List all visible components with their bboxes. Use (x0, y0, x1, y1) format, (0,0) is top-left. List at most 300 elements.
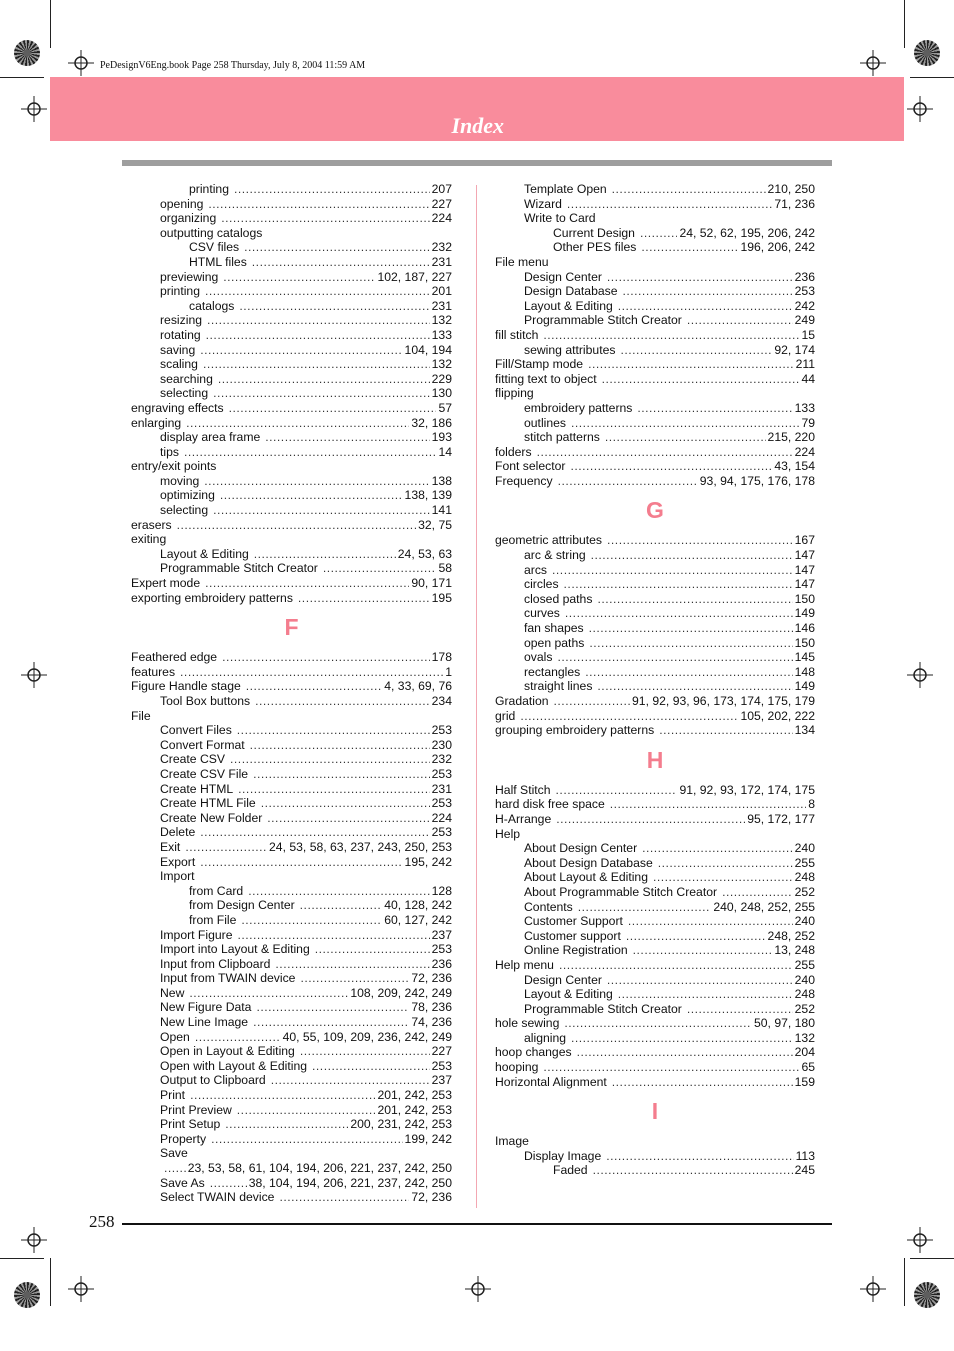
entry-pages: 14 (438, 444, 452, 459)
entry-pages: 231 (431, 781, 452, 796)
entry-pages: 150 (794, 591, 815, 606)
entry-term: arc & string (524, 548, 586, 563)
entry-term: Import into Layout & Editing (160, 942, 310, 957)
dot-leader (200, 855, 402, 870)
index-entry (131, 1161, 452, 1176)
dot-leader (520, 709, 738, 724)
index-entry (495, 182, 815, 197)
entry-pages: 108, 209, 242, 249 (350, 985, 452, 1000)
entry-term: Programmable Stitch Creator (524, 1001, 682, 1016)
dot-leader (610, 797, 806, 812)
dot-leader (556, 812, 745, 827)
entry-pages: 78, 236 (411, 1000, 452, 1015)
dot-leader (537, 445, 793, 460)
index-entry (495, 372, 815, 387)
crosshair-target-icon (21, 1227, 47, 1253)
crop-mark (50, 1258, 51, 1306)
index-entry (495, 665, 815, 680)
crosshair-target-icon (907, 1227, 933, 1253)
index-entry (131, 459, 452, 474)
entry-pages: 65 (801, 1060, 815, 1075)
dot-leader (230, 752, 430, 767)
index-entry (131, 723, 452, 738)
entry-term: Gradation (495, 694, 549, 708)
index-entry (495, 533, 815, 548)
entry-pages: 253 (431, 942, 452, 957)
entry-term: erasers (131, 517, 172, 532)
entry-term: Convert Format (160, 737, 245, 752)
index-entry (495, 1134, 815, 1149)
entry-pages: 210, 250 (767, 182, 815, 196)
index-entry (131, 561, 452, 576)
index-entry (131, 1190, 452, 1205)
entry-term: from Card (189, 883, 244, 898)
dot-leader (244, 240, 430, 255)
dot-leader (210, 1176, 247, 1191)
index-entry (131, 518, 452, 533)
entry-pages: 95, 172, 177 (747, 811, 815, 826)
entry-pages: 145 (794, 650, 815, 665)
entry-term: from Design Center (189, 898, 295, 913)
dot-leader (229, 401, 437, 416)
index-entry (131, 547, 452, 562)
entry-pages: 253 (431, 766, 452, 781)
entry-pages: 232 (431, 752, 452, 767)
entry-term: aligning (524, 1030, 567, 1045)
crosshair-target-icon (860, 1276, 886, 1302)
index-entry (131, 1146, 452, 1161)
entry-term: Frequency (495, 473, 553, 488)
entry-pages: 32, 186 (411, 415, 452, 430)
entry-term: Input from TWAIN device (160, 971, 296, 986)
index-entry (131, 313, 452, 328)
dot-leader (722, 885, 793, 900)
entry-pages: 159 (794, 1074, 815, 1089)
dot-leader (255, 694, 430, 709)
index-entry (495, 1060, 815, 1075)
entry-pages: 227 (431, 1044, 452, 1059)
entry-term: Create New Folder (160, 810, 263, 825)
entry-term: New Line Image (160, 1015, 249, 1030)
index-entry (131, 1103, 452, 1118)
entry-term: hooping (495, 1060, 539, 1075)
dot-leader (213, 386, 430, 401)
index-entry (495, 270, 815, 285)
dot-leader (207, 313, 430, 328)
entry-pages: 134 (794, 723, 815, 738)
entry-term: Write to Card (524, 211, 596, 226)
dot-leader (206, 328, 430, 343)
dot-leader (687, 1002, 793, 1017)
dot-leader (261, 796, 430, 811)
entry-term: Tool Box buttons (160, 694, 251, 708)
dot-leader (687, 313, 793, 328)
entry-term: closed paths (524, 591, 593, 606)
entry-term: Feathered edge (131, 650, 218, 665)
entry-term: Print Preview (160, 1102, 232, 1117)
index-entry (495, 386, 815, 401)
entry-term: fitting text to object (495, 371, 597, 386)
index-entry (131, 197, 452, 212)
entry-term: Open with Layout & Editing (160, 1058, 308, 1073)
dot-leader (252, 255, 430, 270)
entry-term: Create CSV (160, 752, 226, 767)
index-entry (131, 401, 452, 416)
entry-term: features (131, 664, 176, 679)
index-entry (495, 650, 815, 665)
entry-pages: 79 (801, 415, 815, 430)
dot-leader (241, 913, 382, 928)
dot-leader (237, 1103, 376, 1118)
entry-pages: 130 (431, 386, 452, 401)
entry-pages: 150 (794, 635, 815, 650)
dot-leader (237, 928, 429, 943)
entry-term: rectangles (524, 664, 581, 679)
dot-leader (589, 621, 793, 636)
entry-pages: 43, 154 (774, 459, 815, 474)
entry-term: Figure Handle stage (131, 679, 241, 694)
entry-term: New Figure Data (160, 1000, 252, 1015)
dot-leader (213, 503, 430, 518)
index-entry (495, 343, 815, 358)
entry-term: Other PES files (553, 240, 637, 255)
index-entry (495, 797, 815, 812)
entry-pages: 148 (794, 664, 815, 679)
dot-leader (564, 1016, 752, 1031)
entry-term: Display Image (524, 1148, 602, 1163)
entry-term: ovals (524, 650, 553, 665)
entry-term: Template Open (524, 182, 607, 196)
dot-leader (607, 973, 793, 988)
crop-mark (910, 77, 954, 78)
dot-leader (597, 592, 792, 607)
registration-disc-top-right (914, 40, 940, 66)
entry-term: Layout & Editing (524, 987, 613, 1002)
dot-leader (612, 182, 766, 197)
entry-term: Fill/Stamp mode (495, 357, 584, 372)
print-header-line: PeDesignV6Eng.book Page 258 Thursday, July 8, 2004 11:59 AM (100, 60, 366, 71)
dot-leader (606, 1149, 793, 1164)
entry-pages: 252 (794, 1001, 815, 1016)
crosshair-target-icon (68, 1276, 94, 1302)
dot-leader (195, 1030, 281, 1045)
entry-pages: 132 (794, 1030, 815, 1045)
entry-term: Output to Clipboard (160, 1073, 266, 1088)
dot-leader (225, 1117, 348, 1132)
dot-leader (185, 840, 267, 855)
entry-term: Customer support (524, 928, 621, 943)
entry-pages: 249 (794, 313, 815, 328)
index-entry (495, 1163, 815, 1178)
index-entry (131, 869, 452, 884)
entry-pages: 253 (431, 825, 452, 840)
entry-pages: 201, 242, 253 (377, 1088, 452, 1103)
dot-leader (300, 1044, 430, 1059)
index-entry (131, 1000, 452, 1015)
entry-term: from File (189, 912, 237, 927)
entry-term: Open in Layout & Editing (160, 1044, 295, 1059)
entry-term: Half Stitch (495, 782, 551, 797)
crosshair-target-icon (21, 662, 47, 688)
dot-leader (265, 430, 429, 445)
index-entry (495, 197, 815, 212)
dot-leader (554, 694, 631, 709)
entry-term: About Layout & Editing (524, 870, 648, 885)
entry-pages: 147 (794, 577, 815, 592)
entry-pages: 215, 220 (767, 430, 815, 445)
page-title: Index (451, 113, 504, 138)
index-entry (131, 255, 452, 270)
index-entry (131, 1073, 452, 1088)
index-entry (131, 284, 452, 299)
dot-leader (184, 445, 436, 460)
entry-pages: 224 (431, 211, 452, 226)
dot-leader (659, 723, 792, 738)
section-letter: F (284, 614, 299, 641)
index-entry (131, 1176, 452, 1191)
entry-term: exiting (131, 532, 167, 547)
index-entry (131, 855, 452, 870)
entry-term: grid (495, 708, 516, 723)
entry-pages: 227 (431, 196, 452, 211)
entry-term: Current Design (553, 225, 635, 240)
index-entry (131, 488, 452, 503)
entry-term: hole sewing (495, 1016, 560, 1031)
index-entry (131, 532, 452, 547)
index-entry (495, 958, 815, 973)
bottom-rule (122, 1223, 832, 1225)
dot-leader (653, 870, 793, 885)
entry-term: entry/exit points (131, 459, 217, 474)
entry-term: Open (160, 1029, 190, 1044)
entry-pages: 141 (431, 503, 452, 518)
crop-mark (904, 0, 905, 48)
entry-pages: 195, 242 (404, 854, 452, 869)
entry-term: Layout & Editing (160, 546, 249, 561)
dot-leader (571, 416, 799, 431)
dot-leader (552, 563, 793, 578)
entry-pages: 24, 53, 63 (397, 546, 452, 561)
index-entry (131, 357, 452, 372)
index-entry (131, 796, 452, 811)
dot-leader (607, 533, 793, 548)
index-entry (131, 913, 452, 928)
index-entry (131, 240, 452, 255)
entry-term: grouping embroidery patterns (495, 723, 655, 738)
index-entry (495, 929, 815, 944)
dot-leader (589, 636, 792, 651)
entry-term: optimizing (160, 488, 215, 503)
index-entry (131, 709, 452, 724)
crop-mark (910, 1258, 954, 1259)
entry-term: Delete (160, 825, 196, 840)
registration-disc-top-left (14, 40, 40, 66)
entry-term: curves (524, 606, 560, 621)
dot-leader (189, 986, 348, 1001)
entry-term: Horizontal Alignment (495, 1074, 607, 1089)
entry-pages: 234 (431, 694, 452, 708)
crop-mark (0, 1258, 44, 1259)
index-entry (495, 856, 815, 871)
dot-leader (543, 328, 799, 343)
entry-term: selecting (160, 503, 209, 518)
dot-leader (221, 211, 429, 226)
index-entry (495, 870, 815, 885)
entry-term: fill stitch (495, 327, 539, 342)
index-entry (495, 284, 815, 299)
entry-term: opening (160, 196, 204, 211)
index-entry (495, 1016, 815, 1031)
index-entry (495, 430, 815, 445)
dot-leader (222, 650, 430, 665)
entry-pages: 1 (445, 664, 452, 679)
entry-pages: 255 (794, 855, 815, 870)
entry-term: previewing (160, 269, 219, 284)
dot-leader (177, 518, 416, 533)
dot-leader (220, 488, 403, 503)
index-column-right (495, 182, 815, 1178)
index-entry (495, 1031, 815, 1046)
index-entry (495, 709, 815, 724)
index-entry (131, 767, 452, 782)
entry-term: Save (160, 1146, 188, 1161)
index-entry (495, 211, 815, 226)
dot-leader (577, 1045, 793, 1060)
entry-term: flipping (495, 386, 534, 401)
entry-pages: 200, 231, 242, 253 (350, 1117, 452, 1132)
entry-pages: 224 (794, 444, 815, 459)
index-entry (131, 1059, 452, 1074)
entry-term: Contents (524, 899, 573, 914)
dot-leader (597, 679, 792, 694)
index-entry (495, 445, 815, 460)
entry-term: About Design Database (524, 855, 653, 870)
index-entry (495, 987, 815, 1002)
entry-term: Input from Clipboard (160, 956, 271, 971)
entry-pages: 44 (801, 371, 815, 386)
entry-term: Layout & Editing (524, 298, 613, 313)
entry-term: selecting (160, 386, 209, 401)
entry-term: stitch patterns (524, 430, 600, 445)
dot-leader (205, 284, 430, 299)
section-letter: G (646, 497, 664, 524)
entry-pages: 24, 52, 62, 195, 206, 242 (679, 225, 815, 240)
index-entry (495, 679, 815, 694)
dot-leader (559, 958, 793, 973)
index-entry (131, 226, 452, 241)
entry-pages: 231 (431, 254, 452, 269)
entry-term: display area frame (160, 430, 261, 445)
index-entry (495, 723, 815, 738)
index-entry (131, 694, 452, 709)
entry-pages: 240, 248, 252, 255 (713, 899, 815, 914)
entry-term: geometric attributes (495, 533, 603, 548)
entry-pages: 199, 242 (404, 1131, 452, 1146)
dot-leader (593, 1163, 793, 1178)
index-entry (131, 182, 452, 197)
section-letter: I (651, 1098, 659, 1125)
index-entry (131, 299, 452, 314)
entry-term: arcs (524, 562, 548, 577)
entry-pages: 60, 127, 242 (384, 912, 452, 927)
entry-term: Online Registration (524, 943, 628, 958)
index-entry (131, 474, 452, 489)
dot-leader (218, 372, 430, 387)
entry-pages: 229 (431, 371, 452, 386)
index-entry (495, 812, 815, 827)
dot-leader (612, 1075, 793, 1090)
index-entry (495, 563, 815, 578)
dot-leader (203, 357, 430, 372)
index-entry (495, 240, 815, 255)
dot-leader (279, 1190, 409, 1205)
dot-leader (618, 987, 793, 1002)
index-entry (131, 752, 452, 767)
entry-pages: 74, 236 (411, 1015, 452, 1030)
entry-term: Create HTML (160, 781, 234, 796)
index-entry (131, 825, 452, 840)
index-entry (495, 606, 815, 621)
entry-term: Image (495, 1134, 529, 1149)
dot-leader (180, 665, 443, 680)
entry-pages: 240 (794, 972, 815, 987)
entry-pages: 105, 202, 222 (740, 708, 815, 723)
dot-leader (200, 825, 429, 840)
index-entry (131, 884, 452, 899)
top-rule (122, 160, 832, 166)
entry-pages: 236 (431, 956, 452, 971)
entry-term: searching (160, 371, 213, 386)
entry-pages: 40, 128, 242 (384, 898, 452, 913)
index-entry (131, 503, 452, 518)
entry-pages: 240 (794, 841, 815, 856)
dot-leader (239, 299, 429, 314)
dot-leader (570, 459, 772, 474)
entry-term: printing (160, 284, 200, 299)
index-entry (495, 943, 815, 958)
dot-leader (298, 591, 430, 606)
crosshair-target-icon (860, 50, 886, 76)
index-entry (131, 576, 452, 591)
dot-leader (556, 783, 678, 798)
entry-pages: 72, 236 (411, 1190, 452, 1205)
entry-pages: 50, 97, 180 (754, 1016, 815, 1031)
entry-term: Customer Support (524, 914, 623, 929)
entry-pages: 147 (794, 562, 815, 577)
entry-pages: 236 (794, 269, 815, 284)
dot-leader (186, 416, 409, 431)
dot-leader (633, 943, 773, 958)
index-entry (131, 898, 452, 913)
entry-term: organizing (160, 211, 217, 226)
index-entry (495, 299, 815, 314)
index-entry (131, 942, 452, 957)
entry-term: File (131, 708, 151, 723)
entry-term: fan shapes (524, 621, 584, 636)
dot-leader (267, 811, 429, 826)
entry-term: straight lines (524, 679, 593, 694)
entry-pages: 237 (431, 1073, 452, 1088)
registration-disc-bottom-left (14, 1282, 40, 1308)
dot-leader (642, 841, 793, 856)
dot-leader (205, 576, 409, 591)
entry-term: Help menu (495, 957, 554, 972)
entry-pages: 138, 139 (404, 488, 452, 503)
entry-pages: 92, 174 (774, 342, 815, 357)
dot-leader (323, 561, 437, 576)
dot-leader (588, 357, 794, 372)
entry-term: folders (495, 444, 532, 459)
